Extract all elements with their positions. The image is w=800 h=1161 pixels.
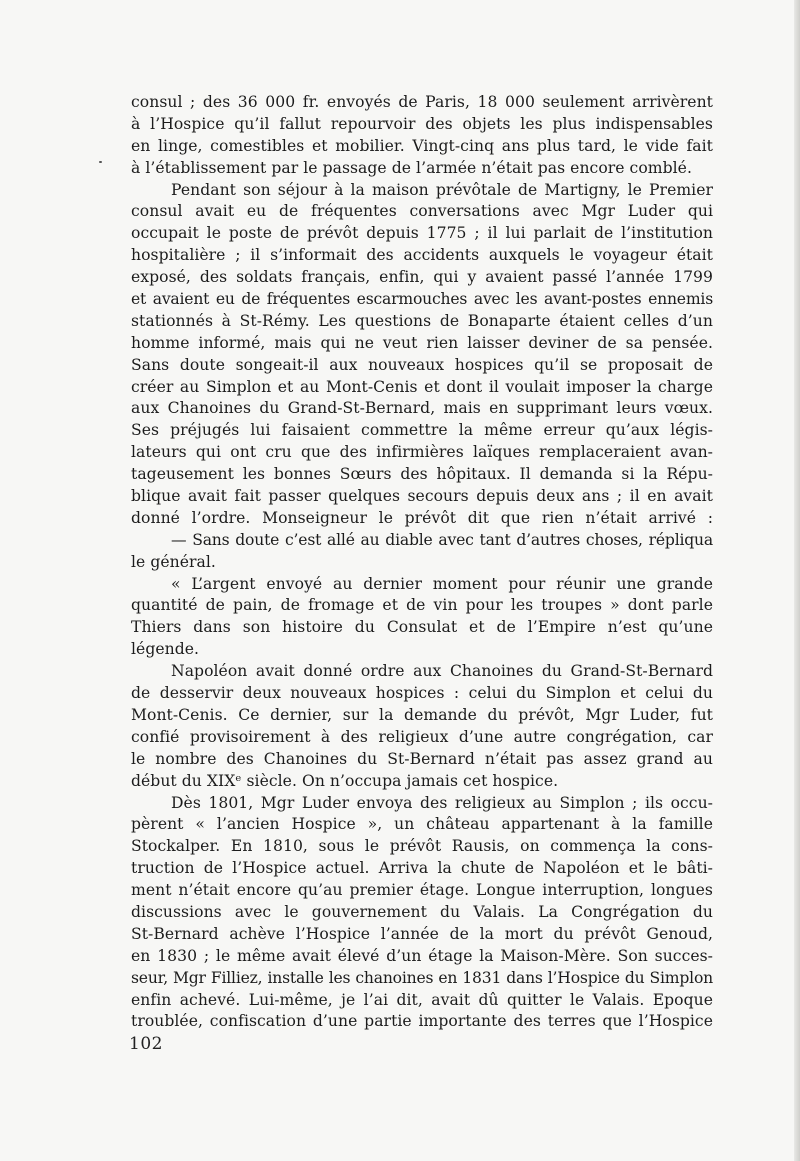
text-line: Sans doute songeait-il aux nouveaux hospices qu’il se proposait de xyxy=(131,355,713,374)
text-line: Pendant son séjour à la maison prévôtale de Martigny, le Premier xyxy=(171,180,713,199)
text-line: exposé, des soldats français, enfin, qui y avaient passé l’année 1799 xyxy=(131,268,713,287)
text-line: occupait le poste de prévôt depuis 1775 ; il lui parlait de l’institution xyxy=(131,224,713,243)
page-number: 102 xyxy=(129,1034,163,1054)
text-line: Ses préjugés lui faisaient commettre la même erreur qu’aux légis- xyxy=(131,421,713,440)
text-line: stationnés à St-Rémy. Les questions de Bonaparte étaient celles d’un xyxy=(131,311,713,330)
text-line: Napoléon avait donné ordre aux Chanoines du Grand-St-Bernard xyxy=(171,662,713,681)
text-line: Dès 1801, Mgr Luder envoya des religieux au Simplon ; ils occu- xyxy=(171,793,713,812)
text-line: hospitalière ; il s’informait des accidents auxquels le voyageur était xyxy=(131,246,713,265)
text-line: début du XIXᵉ siècle. On n’occupa jamais cet hospice. xyxy=(131,771,559,790)
text-line: truction de l’Hospice actuel. Arriva la chute de Napoléon et le bâti- xyxy=(131,859,713,878)
text-line: donné l’ordre. Monseigneur le prévôt dit que rien n’était arrivé : xyxy=(131,508,713,527)
page-edge xyxy=(794,0,800,1161)
body-text xyxy=(131,92,713,1033)
text-line: blique avait fait passer quelques secours depuis deux ans ; il en avait xyxy=(131,487,713,506)
text-line: discussions avec le gouvernement du Valais. La Congrégation du xyxy=(131,902,713,921)
text-line: tageusement les bonnes Sœurs des hôpitaux. Il demanda si la Répu- xyxy=(131,465,713,484)
text-line: légende. xyxy=(131,640,200,659)
text-line: « L’argent envoyé au dernier moment pour réunir une grande xyxy=(171,574,713,593)
text-line: lateurs qui ont cru que des infirmières laïques remplaceraient avan- xyxy=(131,443,713,462)
text-line: le général. xyxy=(131,552,216,571)
text-line: à l’établissement par le passage de l’armée n’était pas encore comblé. xyxy=(131,158,692,177)
text-line: homme informé, mais qui ne veut rien laisser deviner de sa pensée. xyxy=(131,333,713,352)
text-line: Stockalper. En 1810, sous le prévôt Rausis, on commença la cons- xyxy=(131,837,713,856)
text-line: en linge, comestibles et mobilier. Vingt-cinq ans plus tard, le vide fait xyxy=(131,136,713,155)
scan-speck xyxy=(99,161,102,163)
text-line: consul ; des 36 000 fr. envoyés de Paris, 18 000 seulement arrivèrent xyxy=(131,93,713,111)
text-line: — Sans doute c’est allé au diable avec tant d’autres choses, répliqua xyxy=(171,530,713,549)
text-line: quantité de pain, de fromage et de vin pour les troupes » dont parle xyxy=(131,596,713,615)
text-line: en 1830 ; le même avait élevé d’un étage la Maison-Mère. Son succes- xyxy=(131,946,713,965)
text-line: Thiers dans son histoire du Consulat et de l’Empire n’est qu’une xyxy=(131,618,713,637)
text-line: Mont-Cenis. Ce dernier, sur la demande du prévôt, Mgr Luder, fut xyxy=(131,705,713,724)
text-line: de desservir deux nouveaux hospices : celui du Simplon et celui du xyxy=(131,684,713,703)
text-line: seur, Mgr Filliez, installe les chanoines en 1831 dans l’Hospice du Simplon xyxy=(131,968,713,987)
text-line: pèrent « l’ancien Hospice », un château appartenant à la famille xyxy=(131,815,713,834)
text-line: consul avait eu de fréquentes conversations avec Mgr Luder qui xyxy=(131,202,713,221)
text-line: aux Chanoines du Grand-St-Bernard, mais en supprimant leurs vœux. xyxy=(131,399,713,418)
text-line: et avaient eu de fréquentes escarmouches avec les avant-postes ennemis xyxy=(131,290,713,309)
text-line: enfin achevé. Lui-même, je l’ai dit, avait dû quitter le Valais. Epoque xyxy=(131,990,713,1009)
text-line: créer au Simplon et au Mont-Cenis et dont il voulait imposer la charge xyxy=(131,377,713,396)
text-line: le nombre des Chanoines du St-Bernard n’était pas assez grand au xyxy=(131,749,713,768)
text-line: confié provisoirement à des religieux d’une autre congrégation, car xyxy=(131,727,713,746)
text-line: ment n’était encore qu’au premier étage. Longue interruption, longues xyxy=(131,881,713,900)
text-line: à l’Hospice qu’il fallut repourvoir des objets les plus indispensables xyxy=(131,114,713,133)
text-line: St-Bernard achève l’Hospice l’année de la mort du prévôt Genoud, xyxy=(131,924,713,943)
text-line: troublée, confiscation d’une partie importante des terres que l’Hospice xyxy=(131,1012,713,1031)
